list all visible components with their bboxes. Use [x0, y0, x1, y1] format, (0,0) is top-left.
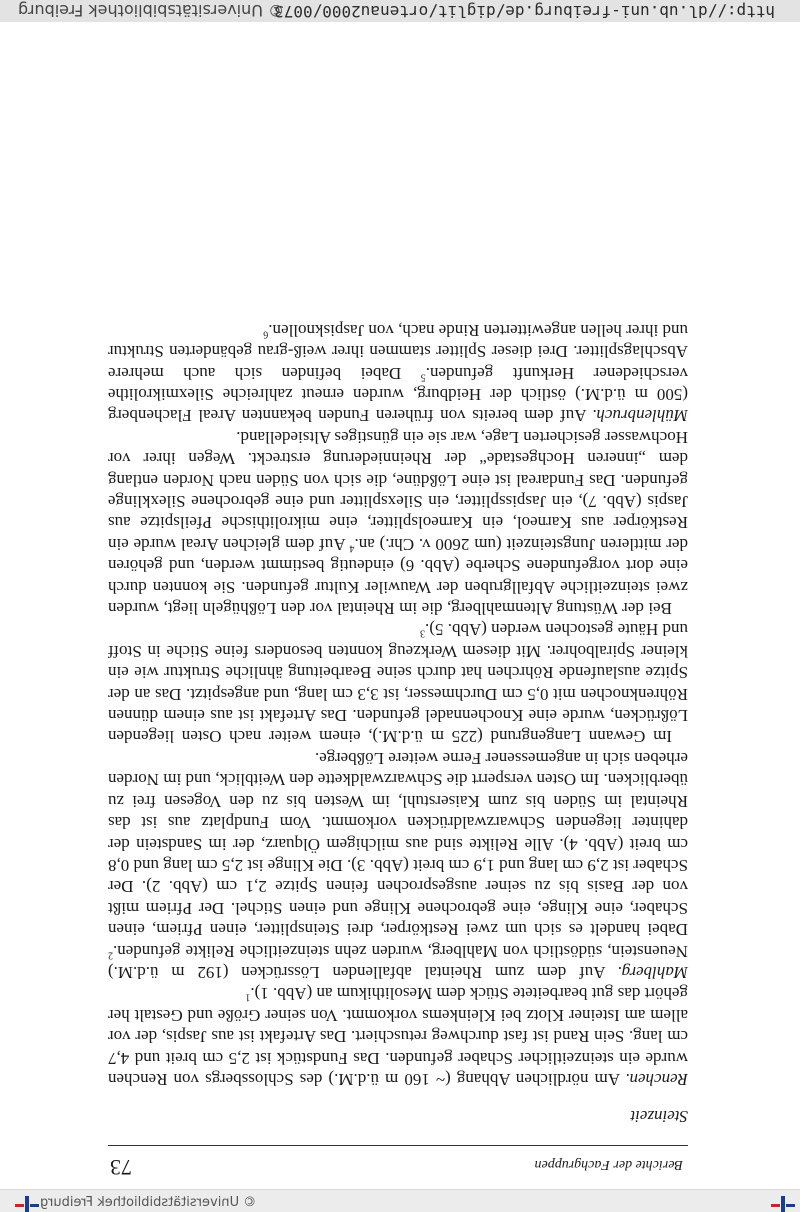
viewer-bottom-bar	[0, 0, 800, 22]
page-number: 73	[110, 1155, 132, 1180]
footnote-ref: 6	[263, 328, 269, 340]
source-url[interactable]: http://dl.ub.uni-freiburg.de/diglit/ortenau2000/0073	[274, 2, 775, 21]
running-header	[108, 1138, 688, 1182]
paragraph-langengrund: Im Gewann Langengrund (225 m ü.d.M.), einem weiter nach Osten liegenden Lößrücken, wurde eine Knochennadel gefunden. Das Artefakt ist aus einem dünnen Röhrenknochen mit 0,5 cm Durchmesser, ist 3,3 cm lang, und angespitzt. Das an der Spitze auslaufende Röhrchen hat durch seine Bearbeitung ähnliche Struktur wie ein kleiner Spiralbohrer. Mit diesem Werkzeug konnten besonders feine Stiche in Stoff und Häute gestochen werden (Abb. 5).$^3$	[108, 620, 688, 747]
footnote-ref: 3	[420, 628, 426, 640]
footnote-ref: 2	[108, 949, 113, 961]
footnote-ref: 5	[420, 371, 426, 383]
copyright-mirrored: © Universitätsbibliothek Freiburg	[40, 1195, 257, 1210]
footnote-ref: 4	[349, 542, 355, 554]
viewer-top-bar	[0, 1189, 800, 1212]
body-text	[108, 319, 688, 1090]
paragraph-mahlberg-rest: Dabei handelt es sich um zwei Restkörper, drei Steinsplitter, einen Pfriem, einen Schaber, eine Klinge, eine gebrochene Klinge und einen Stichel. Der Pfriem mißt von der Basis bis zu seiner ausgesprochen feinen Spitze 2,1 cm (Abb. 2). Der Schaber ist 2,9 cm lang und 1,9 cm breit (Abb. 3). Die Klinge ist 2,5 cm lang und 0,8 cm breit (Abb. 4). Alle Relikte sind aus milchigem Ölquarz, der im Sandstein der dahinter liegenden Schwarzwaldrücken vorkommt. Vom Fundplatz aus ist das Rheintal im Süden bis zum Kaiserstuhl, im Westen bis zu den Vogesen frei zu überblicken. Im Osten versperrt die Schwarzwaldkette den Weitblick, und im Norden erheben sich in angemessener Ferne weitere Lößberge.	[108, 748, 688, 940]
header-rule	[108, 1145, 688, 1146]
copyright-notice: © Universitätsbibliothek Freiburg	[18, 1, 285, 20]
section-heading: Steinzeit	[630, 1107, 688, 1126]
paragraph-renchen: Renchen. Am nördlichen Abhang (~ 160 m ü.d.M.) des Schlossbergs von Renchen wurde ein steinzeitlicher Schaber gefunden. Das Fundstück ist 2,5 cm breit und 4,7 cm lang. Sein Rand ist fast durchweg retuschiert. Das Artefakt ist aus Jaspis, der vor allem am Isteiner Klotz bei Kleinkems vorkommt. Von seiner Größe und Gestalt her gehört das gut bearbeitete Stück dem Mesolithikum an (Abb. 1).$^1$	[108, 984, 688, 1089]
library-logo-icon-right	[12, 1190, 42, 1212]
running-head-title: Berichte der Fachgruppen	[534, 1157, 683, 1172]
paragraph-altenmahlberg: Bei der Wüstung Altenmahlberg, die im Rheintal vor den Lößhügeln liegt, wurden zwei steinzeitliche Abfallgruben der Wauwiler Kultur gefunden. Sie konnten durch eine dort vorgefundene Scherbe (Abb. 6) eindeutig bestimmt werden, und gehören der mittleren Jungsteinzeit (um 2600 v. Chr.) an.$^4$ Auf dem gleichen Areal wurde ein Restkörper aus Karneol, ein Karneolsplitter, eine mikrolithische Pfeilspitze aus Jaspis (Abb. 7), ein Jaspissplitter, ein Silexsplitter und eine gebrochene Silexklinge gefunden. Das Fundareal ist eine Lößdüne, die sich von Süden nach Norden entlang dem „inneren Hochgestade“ der Rheinniederung erstreckt. Wegen ihrer vor Hochwasser gesicherten Lage, war sie ein günstiges Altsiedelland.	[108, 427, 688, 619]
paragraph-muehlenbruch: Mühlenbruch. Auf dem bereits von früheren Funden bekannten Areal Flachenberg (500 m ü.d.M.) östlich der Heidburg, wurden erneut zahlreiche Silexmikrolithe verschiedener Herkunft gefunden.$^5$ Dabei befinden sich auch mehrere Abschlagsplitter. Drei dieser Splitter stammen ihrer weiß-grau gebänderten Struktur und ihrer hellen angewitterten Rinde nach, von Jaspisknollen.$^6$	[108, 320, 688, 426]
paragraph-mahlberg: Mahlberg. Auf dem zum Rheintal abfallenden Lössrücken (192 m ü.d.M.) Neuenstein, südöstlich von Mahlberg, wurden zehn steinzeitliche Relikte gefunden.$^2$ Dabei handelt es sich um zwei Restkörper, drei Steinsplitter, einen Pfriem, einen Schaber, eine Klinge, eine gebrochene Klinge und einen Stichel. Der Pfriem mißt von der Basis bis zu seiner ausgesprochen feinen Spitze 2,1 cm (Abb. 2). Der Schaber ist 2,9 cm lang und 1,9 cm breit (Abb. 3). Die Klinge ist 2,5 cm lang und 0,8 cm breit (Abb. 4). Alle Relikte sind aus milchigem Ölquarz, der im Sandstein der dahinter liegenden Schwarzwaldrücken vorkommt. Vom Fundplatz aus ist das Rheintal im Süden bis zum Kaiserstuhl, im Westen bis zu den Vogesen frei zu überblicken. Im Osten versperrt die Schwarzwaldkette den Weitblick, und im Norden erheben sich in angemessener Ferne weitere Lößberge.	[108, 748, 688, 982]
footnote-ref: 1	[245, 992, 251, 1004]
library-logo-icon	[768, 1190, 798, 1212]
